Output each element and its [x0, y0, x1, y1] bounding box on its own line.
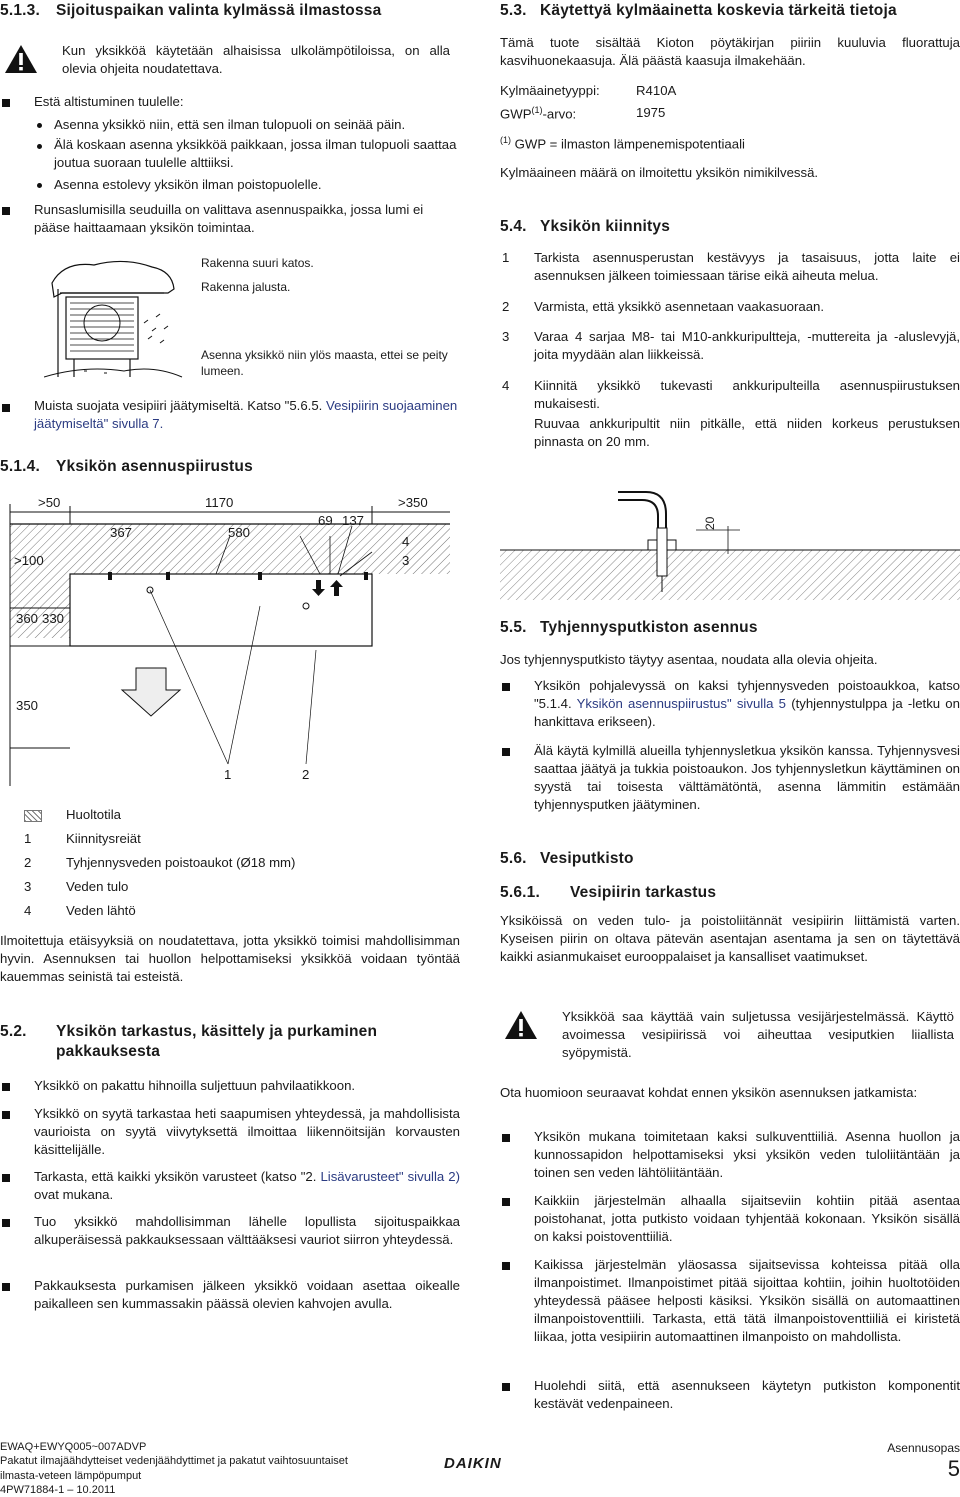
clearance-paragraph: Ilmoitettuja etäisyyksiä on noudatettava, jotta yksikkö toimisi mahdollisimman hyvin. Asennuksen tai huollon helpottamiseksi yksikköä voidaan työntää kauemmas seinistä tai esteistä.: [0, 933, 460, 984]
list-item: Älä käytä kylmillä alueilla tyhjennysletkua yksikön kanssa. Tyhjennysvesi saattaa jäätyä ja tukkia poistoaukon. Jos tyhjennysletkun käyttäminen on syystä tai toisesta välttämätöntä, asenna lämmitin estämään tyhjennysputken jäätyminen.: [534, 743, 960, 812]
gwp-label: GWP$^{(1)}$-arvo:: [500, 105, 577, 122]
dimension-label: >100: [14, 553, 44, 568]
dimension-label: 1170: [205, 495, 234, 510]
footnote: $^{(1)}$ GWP = ilmaston lämpenemispotentiaali: [500, 135, 745, 152]
list-item: Kaikissa järjestelmän yläosassa sijaitsevissa kohteissa pitää olla ilmanpoistimet. Ilmanpoistimet pitää sijoittaa kohtiin, joihin huoltotöiden yhteydessä pääsee helposti käsiksi. Yksikön sisällä on automaattinen ilmanpoistoventtiili. Tarkasta, että tätä ilmanpoistoventtiiliä ei kiristetä liikaa, jotta vesipiirin automaattinen ilmanpoisto on mahdollista.: [534, 1257, 960, 1344]
list-item: Tuo yksikkö mahdollisimman lähelle lopullista sijoituspaikkaa alkuperäisessä pakkauksessaan välttääksesi vauriot siirron yhteydessä.: [34, 1214, 460, 1247]
step-number: 4: [502, 378, 510, 393]
heading-5-4: 5.4. Yksikön kiinnitys: [500, 218, 671, 235]
heading-5-6: 5.6. Vesiputkisto: [500, 850, 634, 867]
footer-model: EWAQ+EWYQ005~007ADVP: [0, 1441, 147, 1453]
daikin-logo: DAIKIN: [444, 1455, 502, 1472]
step-text: Varaa 4 sarjaa M8- tai M10-ankkuripultteja, -muttereita ja -aluslevyjä, joita myydään alan liikkeissä.: [534, 329, 960, 362]
refrigerant-amount-text: Kylmäaineen määrä on ilmoitettu yksikön nimikilvessä.: [500, 165, 819, 180]
footer-docno: 4PW71884-1 – 10.2011: [0, 1483, 116, 1496]
heading-5-3: 5.3. Käytettyä kylmäainetta koskevia tärkeitä tietoja: [500, 2, 897, 19]
gwp-value: 1975: [636, 105, 666, 120]
footer-left: [0, 1440, 400, 1497]
dimension-label: >50: [38, 495, 61, 510]
installation-drawing: [0, 486, 462, 791]
page-number: 5: [947, 1456, 960, 1481]
step-number: 1: [502, 250, 510, 265]
step-text: Varmista, että yksikkö asennetaan vaakasuoraan.: [534, 299, 825, 314]
bullet-square: [2, 1174, 10, 1182]
list-item-freeze-link: Muista suojata vesipiiri jäätymiseltä. Katso "5.6.5. Vesipiirin suojaaminen jäätymiseltä" sivulla 7.: [34, 398, 458, 431]
list-item: Kaikkiin järjestelmän alhaalla sijaitseviin kohtiin pitää asentaa poistohanat, jotta putkisto voidaan tyhjentää kokonaan. Yksikön sisällä on kaksi poistoventtiiliä.: [534, 1193, 960, 1244]
warning-icon: [504, 1010, 538, 1040]
callout-label: 4: [402, 534, 410, 549]
bullet-square: [2, 1111, 10, 1119]
list-item: Pakkauksesta purkamisen jälkeen yksikkö voidaan asettaa oikealle paikalleen sen kummassakin päässä olevien kahvojen avulla.: [34, 1278, 460, 1311]
drain-intro: Jos tyhjennysputkisto täytyy asentaa, noudata alla olevia ohjeita.: [500, 652, 878, 667]
water-circuit-paragraph: Yksiköissä on veden tulo- ja poistoliitännät vesipiirin liittämistä varten. Kyseisen piirin on oltava pätevän asentajan asentama ja sen on täytettävä kaikki asianmukaiset eurooppalaiset ja kansalliset vaatimukset.: [500, 913, 960, 964]
callout-label: 2: [302, 767, 310, 782]
dimension-label: 330: [42, 611, 65, 626]
list-item: Runsaslumisilla seuduilla on valittava asennuspaikka, jossa lumi ei pääse haittaamaan yksikön toimintaa.: [34, 202, 424, 235]
list-item-accessories-link: Tarkasta, että kaikki yksikön varusteet (katso "2. Lisävarusteet" sivulla 2) ovat mukana.: [34, 1169, 460, 1202]
list-item: Estä altistuminen tuulelle:: [34, 94, 184, 109]
bullet-square: [502, 748, 510, 756]
callout-label: 1: [224, 767, 232, 782]
snow-canopy-figure: [44, 253, 184, 393]
figure-caption: Asenna yksikkö niin ylös maasta, ettei se peity lumeen.: [201, 348, 448, 379]
heading-5-1-3: 5.1.3. Sijoituspaikan valinta kylmässä ilmastossa: [0, 2, 382, 19]
list-subitem: Älä koskaan asenna yksikköä paikkaan, jossa ilman tulopuoli saattaa joutua suoraan tuulelle alttiiksi.: [54, 137, 457, 170]
list-item: Yksikön mukana toimitetaan kaksi sulkuventtiiliä. Asenna huollon ja kunnossapidon helpottamiseksi yksi yksikön veden tuloliitäntään ja toinen sen veden lähtöliitäntään.: [534, 1129, 960, 1180]
list-item-drain-link: Yksikön pohjalevyssä on kaksi tyhjennysveden poistoaukkoa, katso "5.1.4. Yksikön asennuspiirustus" sivulla 5 (tyhjennystulppa ja -letku on hankittava erikseen).: [534, 678, 960, 729]
bullet-square: [2, 99, 10, 107]
dimension-label: >350: [398, 495, 428, 510]
bullet-square: [2, 1083, 10, 1091]
figure-caption: Rakenna suuri katos.: [201, 256, 314, 270]
step-text: Ruuvaa ankkuripultit niin pitkälle, että niiden korkeus perustuksen pinnasta on 20 mm.: [534, 416, 960, 449]
bullet-dot: [37, 183, 42, 188]
bullet-square: [502, 1134, 510, 1142]
callout-label: 3: [402, 553, 410, 568]
bullet-square: [2, 1283, 10, 1291]
heading-5-1-4: 5.1.4. Yksikön asennuspiirustus: [0, 458, 253, 475]
dimension-label: 367: [110, 525, 133, 540]
step-number: 3: [502, 329, 510, 344]
footer-manual: Asennusopas: [887, 1441, 960, 1455]
warning-text-cold: Kun yksikköä käytetään alhaisissa ulkolämpötiloissa, on alla olevia ohjeita noudatettava.: [62, 43, 450, 76]
bullet-dot: [37, 123, 42, 128]
hatch-swatch: [24, 810, 42, 822]
bullet-square: [502, 1383, 510, 1391]
heading-5-6-1: 5.6.1. Vesipiirin tarkastus: [500, 884, 717, 901]
list-item: Huolehdi siitä, että asennukseen käytetyn putkiston komponentit kestävät vedenpaineen.: [534, 1378, 960, 1411]
bullet-square: [502, 1262, 510, 1270]
note-intro: Ota huomioon seuraavat kohdat ennen yksikön asennuksen jatkamista:: [500, 1085, 918, 1100]
bullet-square: [2, 404, 10, 412]
refrigerant-type-label: Kylmäainetyyppi:: [500, 83, 600, 98]
link-lisavarusteet[interactable]: Lisävarusteet" sivulla 2): [320, 1169, 460, 1184]
dimension-label: 350: [16, 698, 39, 713]
link-asennuspiirustus[interactable]: Yksikön asennuspiirustus" sivulla 5: [576, 695, 787, 711]
heading-5-5: 5.5. Tyhjennysputkiston asennus: [500, 619, 758, 636]
refrigerant-paragraph: Tämä tuote sisältää Kioton pöytäkirjan piiriin kuuluvia fluorattuja kasvihuonekaasuja. Älä päästä kaasuja ilmakehään.: [500, 35, 960, 68]
bullet-square: [502, 1198, 510, 1206]
footer-desc: ilmasta-veteen lämpöpumput: [0, 1469, 142, 1482]
heading-5-2: 5.2. Yksikön tarkastus, käsittely ja purkaminen pakkauksesta: [0, 1023, 378, 1061]
dimension-label: 137: [342, 513, 365, 528]
link-vesipiirin-suojaaminen[interactable]: Vesipiirin suojaaminen jäätymiseltä" sivulla 7.: [34, 398, 458, 431]
warning-text-closed-system: Yksikköä saa käyttää vain suljetussa vesijärjestelmässä. Käyttö avoimessa vesipiirissä voi aiheuttaa vesiputkien liiallista syöpymistä.: [562, 1009, 954, 1060]
dimension-label: 580: [228, 525, 251, 540]
step-number: 2: [502, 299, 510, 314]
refrigerant-type-value: R410A: [636, 83, 677, 98]
dimension-label: 69: [318, 513, 333, 528]
bullet-square: [502, 683, 510, 691]
bolt-height-dimension: 20: [703, 516, 717, 530]
warning-icon: [4, 44, 38, 74]
list-item: Yksikkö on pakattu hihnoilla suljettuun pahvilaatikkoon.: [34, 1078, 356, 1093]
bullet-square: [2, 1219, 10, 1227]
footer-desc: Pakatut ilmajäähdytteiset vedenjäähdyttimet ja pakatut vaihtosuuntaiset: [0, 1455, 348, 1468]
bullet-square: [2, 207, 10, 215]
step-text: Tarkista asennusperustan kestävyys ja tasaisuus, jotta laite ei asennuksen jälkeen toimiessaan tärise eikä aiheuta melua.: [534, 250, 960, 283]
list-subitem: Asenna yksikkö niin, että sen ilman tulopuoli on seinää päin.: [54, 117, 406, 132]
list-item: Yksikkö on syytä tarkastaa heti saapumisen yhteydessä, ja mahdollisista vaurioista on syytä viivytyksettä ilmoittaa liikennöitsijän korvausten käsittelijälle.: [34, 1106, 460, 1157]
figure-caption: Rakenna jalusta.: [201, 280, 291, 294]
step-text: Kiinnitä yksikkö tukevasti ankkuripulteilla asennuspiirustuksen mukaisesti.: [534, 378, 960, 411]
list-subitem: Asenna estolevy yksikön ilman poistopuolelle.: [54, 177, 322, 192]
dimension-label: 360: [16, 611, 39, 626]
bullet-dot: [37, 144, 42, 149]
anchor-bolt-figure: [500, 480, 960, 605]
